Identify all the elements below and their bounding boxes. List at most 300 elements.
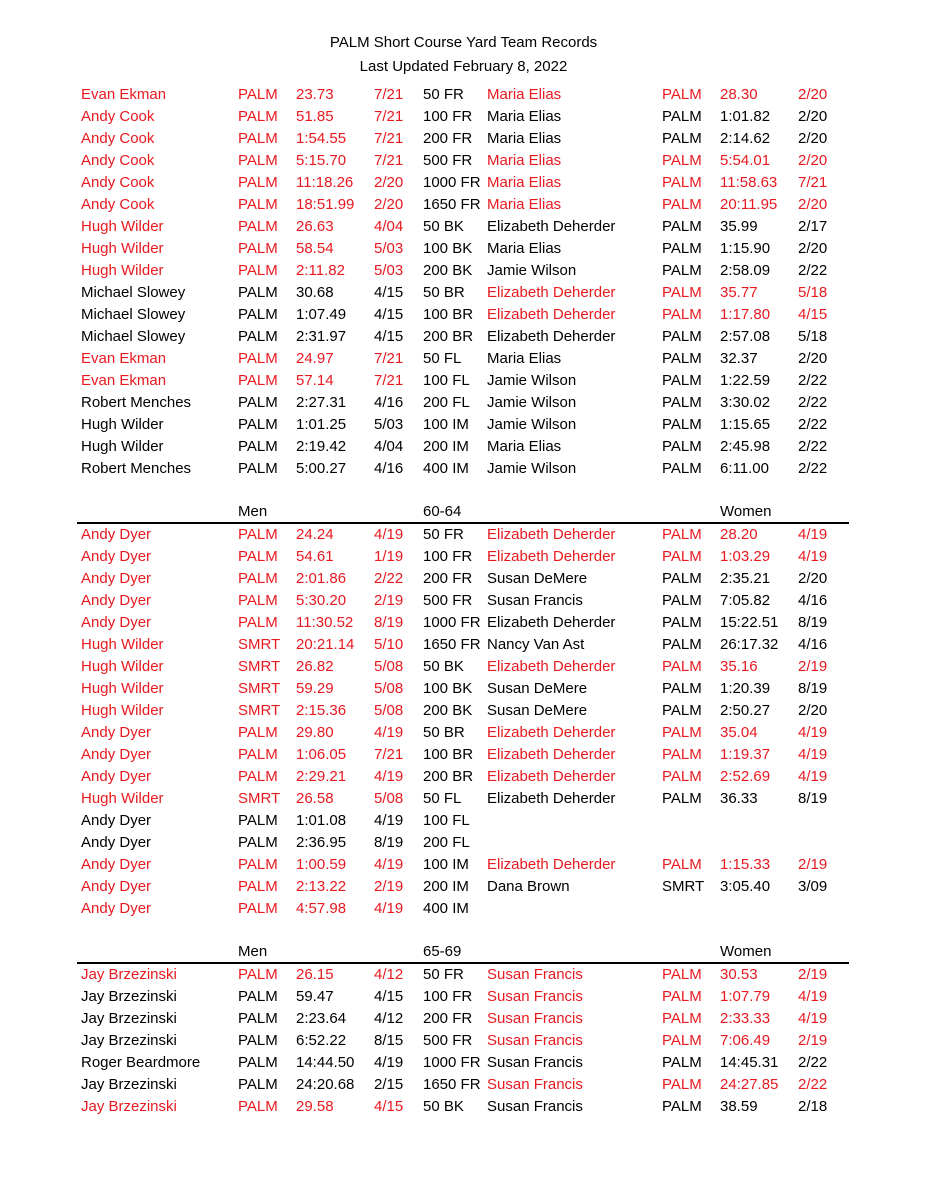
men-team: PALM <box>238 86 278 103</box>
men-swimmer: Andy Dyer <box>81 614 152 631</box>
event: 200 FL <box>423 834 470 851</box>
page-title: PALM Short Course Yard Team Records <box>329 34 598 51</box>
men-time: 6:52.22 <box>296 1032 347 1049</box>
men-swimmer: Jay Brzezinski <box>81 1032 177 1049</box>
women-team: PALM <box>662 262 702 279</box>
women-team: PALM <box>662 966 702 983</box>
men-team: PALM <box>238 900 278 917</box>
men-date: 5/03 <box>374 262 404 279</box>
women-time: 7:05.82 <box>720 592 771 609</box>
men-time: 2:31.97 <box>296 328 347 345</box>
women-time: 2:58.09 <box>720 262 771 279</box>
women-date: 2/19 <box>798 966 828 983</box>
record-row <box>0 260 927 282</box>
men-date: 5/08 <box>374 790 404 807</box>
event: 100 FR <box>423 988 473 1005</box>
record-row <box>0 546 927 568</box>
men-date: 4/12 <box>374 966 404 983</box>
women-team: PALM <box>662 592 702 609</box>
record-row <box>0 656 927 678</box>
men-team: PALM <box>238 724 278 741</box>
women-team: PALM <box>662 1054 702 1071</box>
men-time: 51.85 <box>296 108 334 125</box>
men-swimmer: Jay Brzezinski <box>81 1010 177 1027</box>
women-time: 1:15.65 <box>720 416 771 433</box>
women-time: 20:11.95 <box>720 196 778 213</box>
men-swimmer: Robert Menches <box>81 460 192 477</box>
women-swimmer: Jamie Wilson <box>487 460 577 477</box>
men-date: 7/21 <box>374 350 404 367</box>
men-swimmer: Andy Dyer <box>81 548 152 565</box>
men-date: 8/15 <box>374 1032 404 1049</box>
women-team: PALM <box>662 746 702 763</box>
men-team: PALM <box>238 1010 278 1027</box>
women-team: PALM <box>662 108 702 125</box>
women-team: PALM <box>662 152 702 169</box>
record-row <box>0 700 927 722</box>
women-swimmer: Elizabeth Deherder <box>487 306 616 323</box>
women-date: 2/19 <box>798 1032 828 1049</box>
men-time: 5:00.27 <box>296 460 347 477</box>
men-time: 14:44.50 <box>296 1054 355 1071</box>
men-swimmer: Jay Brzezinski <box>81 1076 177 1093</box>
women-swimmer: Maria Elias <box>487 152 562 169</box>
men-swimmer: Hugh Wilder <box>81 680 164 697</box>
event: 100 FL <box>423 372 470 389</box>
women-time: 5:54.01 <box>720 152 771 169</box>
women-time: 1:03.29 <box>720 548 771 565</box>
men-team: PALM <box>238 196 278 213</box>
men-swimmer: Evan Ekman <box>81 86 167 103</box>
men-date: 4/19 <box>374 1054 404 1071</box>
event: 1650 FR <box>423 196 481 213</box>
men-team: PALM <box>238 548 278 565</box>
women-team: PALM <box>662 174 702 191</box>
men-date: 4/15 <box>374 988 404 1005</box>
men-team: PALM <box>238 768 278 785</box>
age-group-header <box>0 501 927 523</box>
women-date: 4/19 <box>798 724 828 741</box>
women-team: PALM <box>662 526 702 543</box>
men-swimmer: Andy Dyer <box>81 724 152 741</box>
age-group-label: 60-64 <box>423 503 462 520</box>
women-time: 3:05.40 <box>720 878 771 895</box>
men-team: PALM <box>238 218 278 235</box>
event: 200 FR <box>423 130 473 147</box>
men-team: PALM <box>238 1098 278 1115</box>
men-swimmer: Michael Slowey <box>81 328 186 345</box>
men-team: PALM <box>238 1076 278 1093</box>
men-date: 7/21 <box>374 86 404 103</box>
men-swimmer: Hugh Wilder <box>81 438 164 455</box>
women-date: 8/19 <box>798 790 828 807</box>
women-team: PALM <box>662 130 702 147</box>
record-row <box>0 568 927 590</box>
event: 100 BK <box>423 680 473 697</box>
record-row <box>0 1074 927 1096</box>
event: 100 BR <box>423 746 474 763</box>
women-team: PALM <box>662 306 702 323</box>
men-team: PALM <box>238 460 278 477</box>
record-row <box>0 458 927 480</box>
women-time: 6:11.00 <box>720 460 769 477</box>
women-time: 1:01.82 <box>720 108 771 125</box>
men-time: 54.61 <box>296 548 334 565</box>
women-team: PALM <box>662 680 702 697</box>
page-subtitle: Last Updated February 8, 2022 <box>359 58 568 75</box>
record-row <box>0 436 927 458</box>
women-swimmer: Jamie Wilson <box>487 372 577 389</box>
men-date: 4/19 <box>374 724 404 741</box>
men-swimmer: Andy Dyer <box>81 900 152 917</box>
men-time: 1:01.25 <box>296 416 347 433</box>
men-time: 59.47 <box>296 988 334 1005</box>
men-swimmer: Evan Ekman <box>81 372 167 389</box>
women-date: 4/19 <box>798 526 828 543</box>
men-date: 2/20 <box>374 174 404 191</box>
event: 200 FR <box>423 570 473 587</box>
record-row <box>0 392 927 414</box>
men-date: 4/19 <box>374 900 404 917</box>
women-date: 2/22 <box>798 372 828 389</box>
men-team: PALM <box>238 614 278 631</box>
women-swimmer: Elizabeth Deherder <box>487 328 616 345</box>
women-date: 2/20 <box>798 86 828 103</box>
men-date: 5/08 <box>374 658 404 675</box>
event: 100 BK <box>423 240 473 257</box>
men-date: 2/22 <box>374 570 404 587</box>
men-swimmer: Jay Brzezinski <box>81 1098 177 1115</box>
record-row <box>0 1008 927 1030</box>
record-row <box>0 194 927 216</box>
women-label: Women <box>720 943 772 960</box>
women-swimmer: Maria Elias <box>487 350 562 367</box>
men-team: PALM <box>238 350 278 367</box>
event: 50 BK <box>423 218 464 235</box>
record-row <box>0 238 927 260</box>
event: 100 FL <box>423 812 470 829</box>
men-date: 2/15 <box>374 1076 404 1093</box>
women-time: 1:07.79 <box>720 988 771 1005</box>
men-time: 2:27.31 <box>296 394 347 411</box>
men-team: PALM <box>238 438 278 455</box>
women-time: 1:22.59 <box>720 372 771 389</box>
women-date: 2/20 <box>798 152 828 169</box>
men-team: PALM <box>238 108 278 125</box>
record-row <box>0 854 927 876</box>
women-swimmer: Maria Elias <box>487 130 562 147</box>
women-team: PALM <box>662 636 702 653</box>
women-date: 2/17 <box>798 218 828 235</box>
women-date: 7/21 <box>798 174 828 191</box>
event: 200 BR <box>423 768 474 785</box>
women-time: 11:58.63 <box>720 174 778 191</box>
men-time: 1:54.55 <box>296 130 347 147</box>
men-time: 1:01.08 <box>296 812 347 829</box>
women-swimmer: Elizabeth Deherder <box>487 724 616 741</box>
men-swimmer: Hugh Wilder <box>81 262 164 279</box>
men-swimmer: Andy Dyer <box>81 526 152 543</box>
record-row <box>0 986 927 1008</box>
women-swimmer: Susan Francis <box>487 1010 583 1027</box>
men-team: PALM <box>238 130 278 147</box>
women-date: 5/18 <box>798 328 828 345</box>
women-team: PALM <box>662 1032 702 1049</box>
men-time: 1:00.59 <box>296 856 347 873</box>
women-date: 2/22 <box>798 438 828 455</box>
men-team: PALM <box>238 966 278 983</box>
men-date: 1/19 <box>374 548 404 565</box>
women-swimmer: Elizabeth Deherder <box>487 746 616 763</box>
men-date: 4/15 <box>374 284 404 301</box>
women-label: Women <box>720 503 772 520</box>
women-time: 1:19.37 <box>720 746 771 763</box>
women-swimmer: Susan Francis <box>487 592 583 609</box>
event: 50 FR <box>423 526 464 543</box>
record-row <box>0 370 927 392</box>
men-date: 4/04 <box>374 218 404 235</box>
women-time: 35.16 <box>720 658 758 675</box>
men-date: 4/16 <box>374 460 404 477</box>
men-time: 2:19.42 <box>296 438 347 455</box>
record-row <box>0 832 927 854</box>
record-row <box>0 172 927 194</box>
event: 400 IM <box>423 900 469 917</box>
men-team: PALM <box>238 1032 278 1049</box>
men-swimmer: Roger Beardmore <box>81 1054 201 1071</box>
women-team: PALM <box>662 1010 702 1027</box>
men-swimmer: Andy Dyer <box>81 834 152 851</box>
women-team: PALM <box>662 1098 702 1115</box>
men-team: PALM <box>238 328 278 345</box>
men-team: PALM <box>238 812 278 829</box>
women-team: PALM <box>662 438 702 455</box>
women-swimmer: Elizabeth Deherder <box>487 856 616 873</box>
record-row <box>0 634 927 656</box>
women-date: 2/22 <box>798 1076 828 1093</box>
record-row <box>0 216 927 238</box>
record-row <box>0 414 927 436</box>
women-swimmer: Maria Elias <box>487 86 562 103</box>
men-team: SMRT <box>238 702 281 719</box>
men-time: 11:30.52 <box>296 614 354 631</box>
record-row <box>0 524 927 546</box>
women-date: 4/19 <box>798 746 828 763</box>
men-time: 23.73 <box>296 86 334 103</box>
men-team: PALM <box>238 372 278 389</box>
women-date: 2/20 <box>798 196 828 213</box>
men-time: 26.82 <box>296 658 334 675</box>
women-team: PALM <box>662 724 702 741</box>
men-date: 4/04 <box>374 438 404 455</box>
men-swimmer: Andy Dyer <box>81 878 152 895</box>
event: 200 FR <box>423 1010 473 1027</box>
women-swimmer: Elizabeth Deherder <box>487 548 616 565</box>
women-swimmer: Elizabeth Deherder <box>487 768 616 785</box>
event: 100 IM <box>423 416 469 433</box>
women-time: 2:52.69 <box>720 768 771 785</box>
women-date: 2/20 <box>798 108 828 125</box>
event: 50 BK <box>423 1098 464 1115</box>
men-time: 1:06.05 <box>296 746 347 763</box>
women-swimmer: Elizabeth Deherder <box>487 284 616 301</box>
men-time: 2:36.95 <box>296 834 347 851</box>
event: 100 BR <box>423 306 474 323</box>
women-time: 3:30.02 <box>720 394 771 411</box>
men-time: 26.15 <box>296 966 334 983</box>
women-team: PALM <box>662 988 702 1005</box>
event: 50 FR <box>423 966 464 983</box>
event: 500 FR <box>423 1032 473 1049</box>
men-date: 5/08 <box>374 702 404 719</box>
women-date: 4/15 <box>798 306 828 323</box>
men-swimmer: Michael Slowey <box>81 306 186 323</box>
men-swimmer: Hugh Wilder <box>81 218 164 235</box>
women-time: 2:45.98 <box>720 438 771 455</box>
women-time: 2:14.62 <box>720 130 771 147</box>
women-team: PALM <box>662 240 702 257</box>
men-team: PALM <box>238 1054 278 1071</box>
women-swimmer: Elizabeth Deherder <box>487 790 616 807</box>
men-date: 5/03 <box>374 416 404 433</box>
men-time: 26.63 <box>296 218 334 235</box>
event: 200 FL <box>423 394 470 411</box>
men-time: 24.24 <box>296 526 334 543</box>
women-time: 28.20 <box>720 526 758 543</box>
women-team: PALM <box>662 702 702 719</box>
record-row <box>0 612 927 634</box>
men-date: 4/16 <box>374 394 404 411</box>
men-team: PALM <box>238 878 278 895</box>
men-date: 7/21 <box>374 152 404 169</box>
women-date: 4/19 <box>798 1010 828 1027</box>
women-time: 1:17.80 <box>720 306 771 323</box>
women-time: 28.30 <box>720 86 758 103</box>
event: 1650 FR <box>423 1076 481 1093</box>
women-time: 1:15.90 <box>720 240 771 257</box>
women-date: 4/19 <box>798 988 828 1005</box>
women-team: PALM <box>662 614 702 631</box>
women-team: PALM <box>662 790 702 807</box>
women-date: 5/18 <box>798 284 828 301</box>
record-row <box>0 590 927 612</box>
women-date: 2/19 <box>798 856 828 873</box>
men-swimmer: Andy Dyer <box>81 768 152 785</box>
women-time: 35.99 <box>720 218 758 235</box>
women-team: PALM <box>662 372 702 389</box>
event: 50 BK <box>423 658 464 675</box>
men-swimmer: Andy Dyer <box>81 592 152 609</box>
men-date: 4/19 <box>374 768 404 785</box>
men-swimmer: Andy Cook <box>81 174 155 191</box>
women-swimmer: Jamie Wilson <box>487 416 577 433</box>
women-time: 1:20.39 <box>720 680 771 697</box>
women-swimmer: Susan Francis <box>487 966 583 983</box>
men-swimmer: Hugh Wilder <box>81 636 164 653</box>
record-row <box>0 326 927 348</box>
men-time: 2:11.82 <box>296 262 345 279</box>
women-swimmer: Susan Francis <box>487 1076 583 1093</box>
women-date: 2/20 <box>798 130 828 147</box>
men-date: 2/19 <box>374 592 404 609</box>
men-time: 58.54 <box>296 240 334 257</box>
women-date: 2/22 <box>798 1054 828 1071</box>
women-team: PALM <box>662 86 702 103</box>
record-row <box>0 744 927 766</box>
women-time: 35.77 <box>720 284 758 301</box>
women-date: 4/19 <box>798 768 828 785</box>
women-time: 2:57.08 <box>720 328 771 345</box>
record-row <box>0 84 927 106</box>
women-date: 2/22 <box>798 416 828 433</box>
record-row <box>0 304 927 326</box>
men-swimmer: Jay Brzezinski <box>81 988 177 1005</box>
event: 50 BR <box>423 724 465 741</box>
men-swimmer: Andy Cook <box>81 152 155 169</box>
women-swimmer: Jamie Wilson <box>487 262 577 279</box>
men-time: 2:15.36 <box>296 702 347 719</box>
women-team: PALM <box>662 394 702 411</box>
men-time: 5:30.20 <box>296 592 347 609</box>
women-date: 2/20 <box>798 240 828 257</box>
men-time: 1:07.49 <box>296 306 347 323</box>
women-team: PALM <box>662 460 702 477</box>
men-team: PALM <box>238 240 278 257</box>
men-time: 29.58 <box>296 1098 334 1115</box>
men-swimmer: Andy Cook <box>81 196 155 213</box>
women-team: PALM <box>662 768 702 785</box>
record-row <box>0 1030 927 1052</box>
women-team: PALM <box>662 658 702 675</box>
event: 50 FR <box>423 86 464 103</box>
men-swimmer: Andy Cook <box>81 130 155 147</box>
men-time: 18:51.99 <box>296 196 355 213</box>
age-group-label: 65-69 <box>423 943 462 960</box>
women-swimmer: Maria Elias <box>487 196 562 213</box>
record-row <box>0 964 927 986</box>
event: 500 FR <box>423 152 473 169</box>
men-label: Men <box>238 943 268 960</box>
women-swimmer: Elizabeth Deherder <box>487 614 616 631</box>
men-swimmer: Andy Dyer <box>81 746 152 763</box>
men-date: 5/03 <box>374 240 404 257</box>
women-swimmer: Susan Francis <box>487 1032 583 1049</box>
record-row <box>0 766 927 788</box>
event: 200 IM <box>423 878 469 895</box>
event: 200 BK <box>423 702 473 719</box>
men-date: 4/12 <box>374 1010 404 1027</box>
men-date: 4/19 <box>374 856 404 873</box>
women-time: 1:15.33 <box>720 856 771 873</box>
men-swimmer: Andy Dyer <box>81 812 152 829</box>
women-date: 4/16 <box>798 636 828 653</box>
men-time: 11:18.26 <box>296 174 354 191</box>
event: 200 BR <box>423 328 474 345</box>
men-team: PALM <box>238 570 278 587</box>
event: 400 IM <box>423 460 469 477</box>
record-row <box>0 128 927 150</box>
women-team: PALM <box>662 350 702 367</box>
men-date: 4/15 <box>374 1098 404 1115</box>
men-team: SMRT <box>238 658 281 675</box>
men-time: 24:20.68 <box>296 1076 355 1093</box>
men-swimmer: Evan Ekman <box>81 350 167 367</box>
men-date: 4/15 <box>374 306 404 323</box>
men-team: SMRT <box>238 636 281 653</box>
men-time: 26.58 <box>296 790 334 807</box>
men-date: 4/15 <box>374 328 404 345</box>
women-date: 2/22 <box>798 460 828 477</box>
